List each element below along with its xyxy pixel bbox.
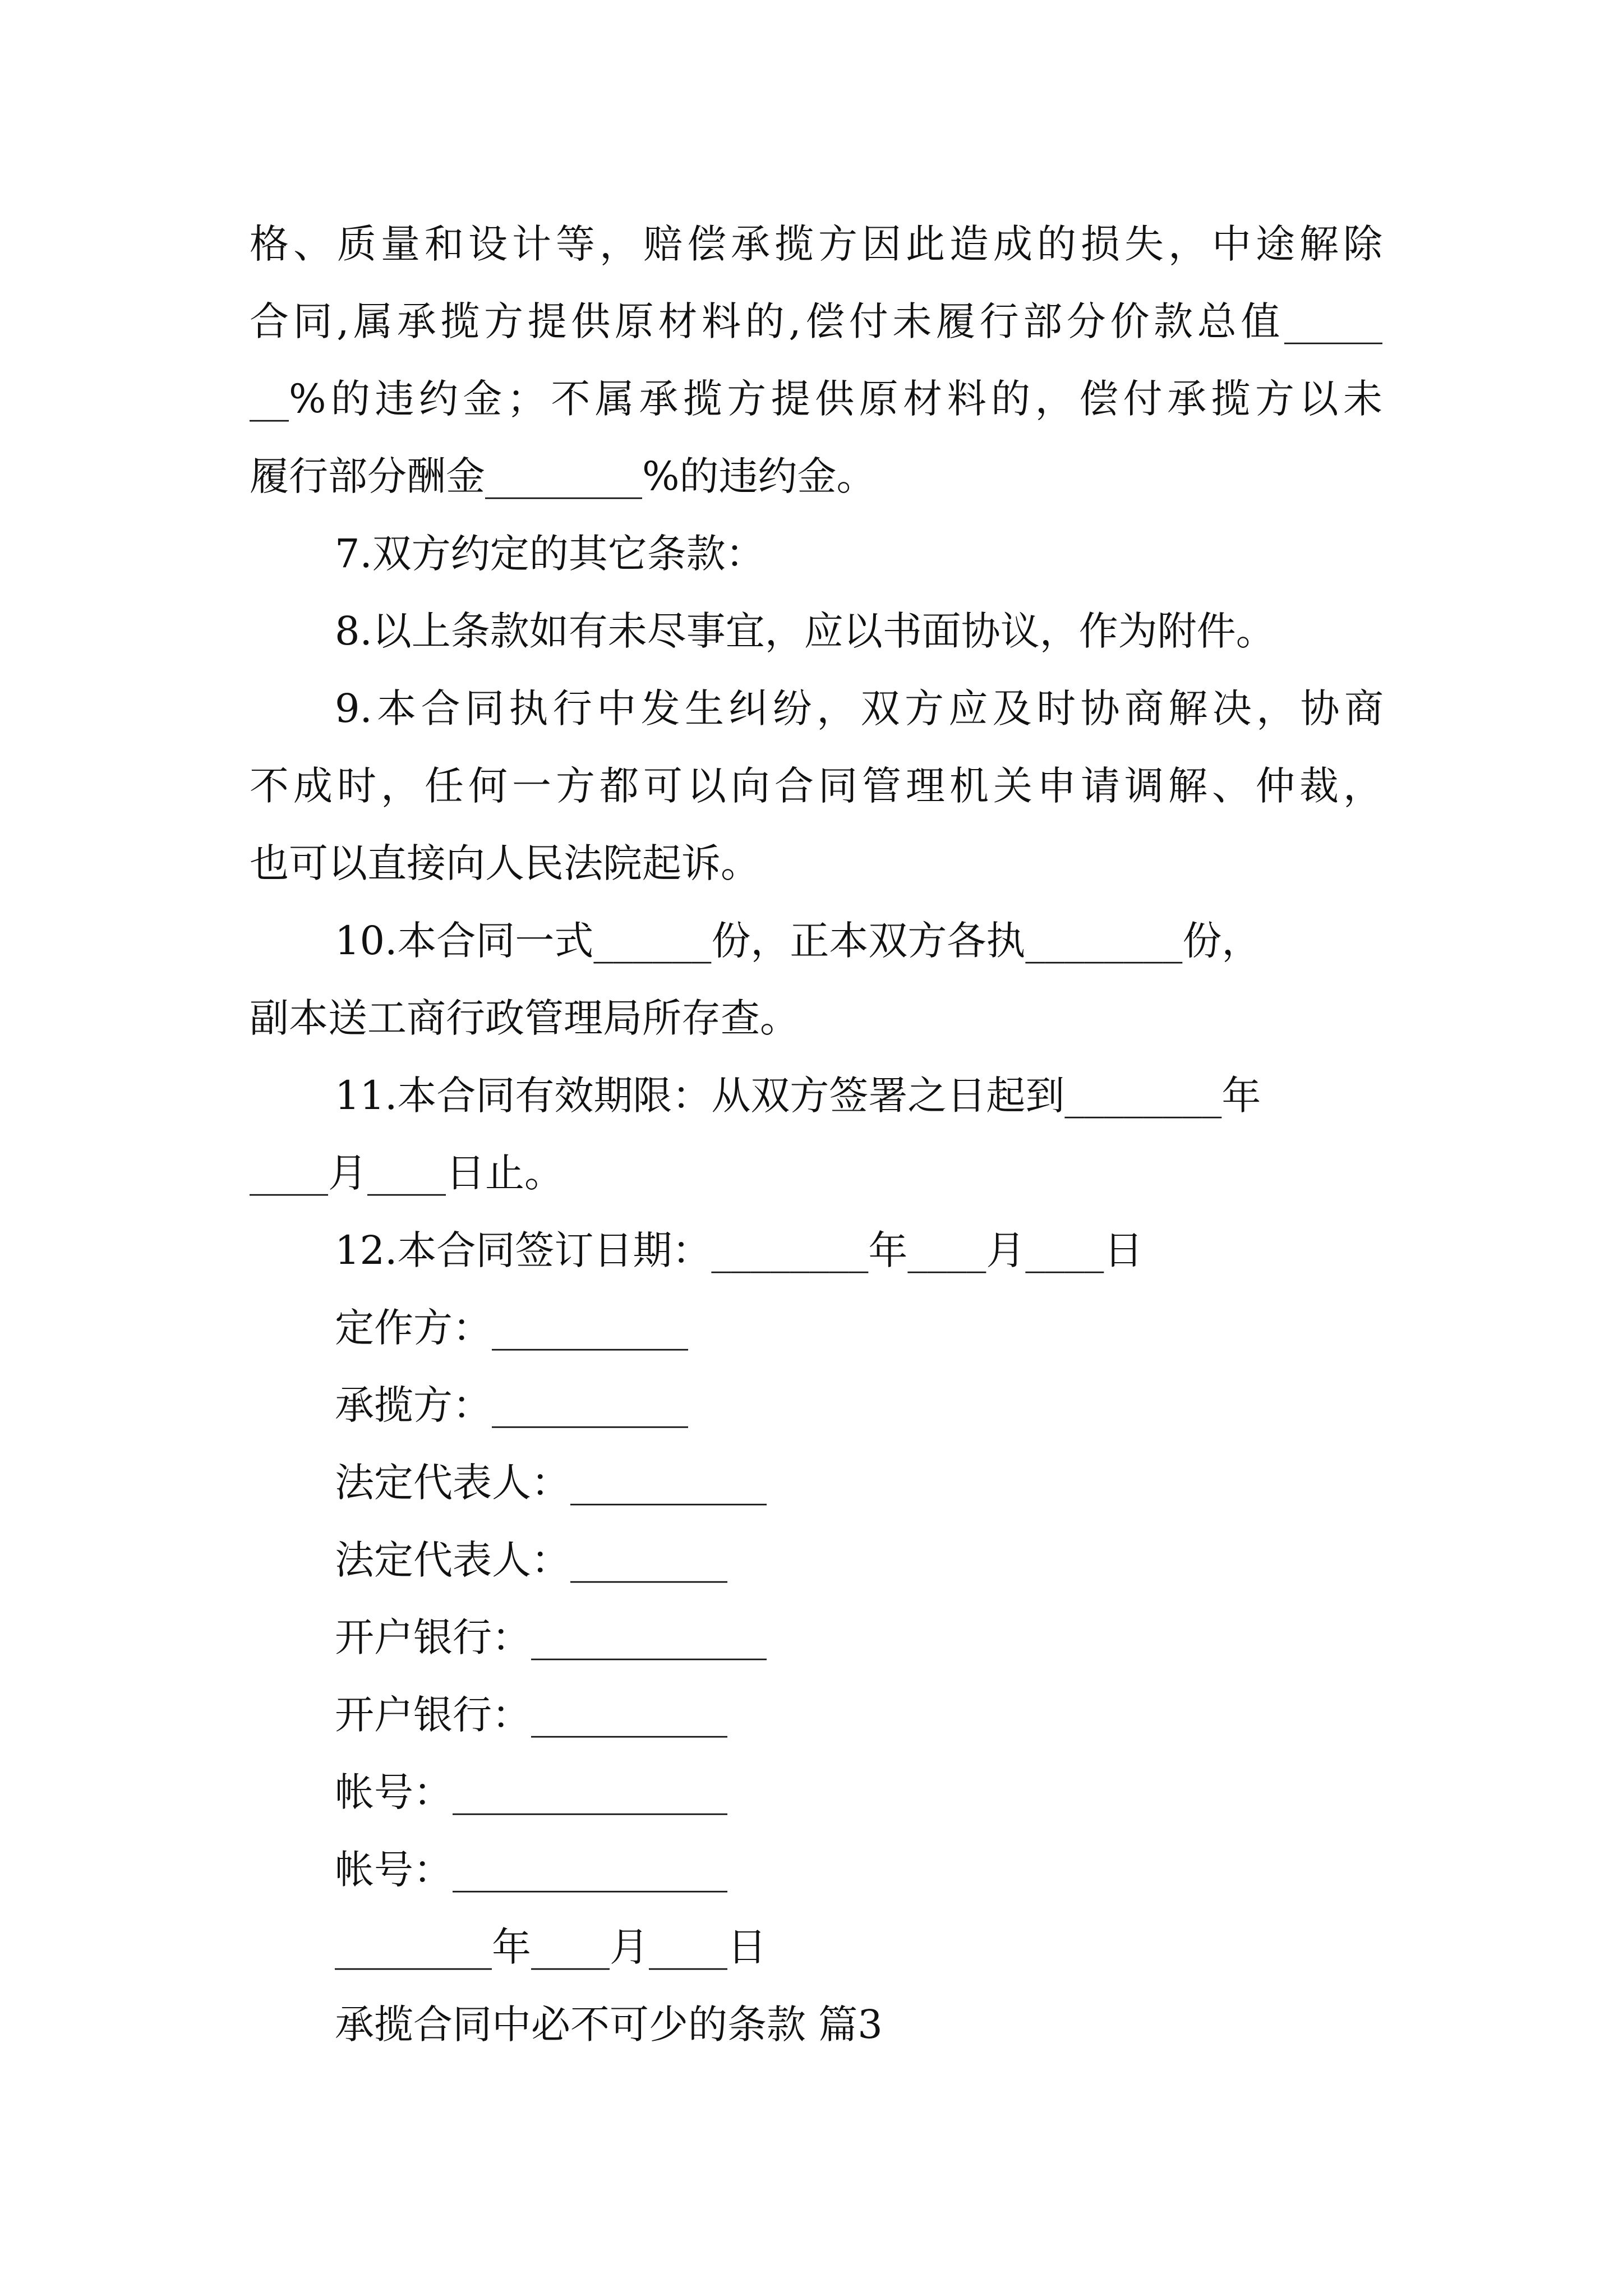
clause-10-line-1: 10.本合同一式______份，正本双方各执________份， [335,918,1261,964]
legal-representative-1: 法定代表人：__________ [335,1460,767,1506]
clause-12-signing-date: 12.本合同签订日期：________年____月____日 [335,1227,1144,1273]
clause-9-line-2: 不成时，任何一方都可以向合同管理机关申请调解、仲裁， [250,763,1382,809]
account-2: 帐号：______________ [335,1847,727,1893]
clause-10-line-2: 副本送工商行政管理局所存查。 [250,995,799,1041]
clause-11-line-1: 11.本合同有效期限：从双方签署之日起到________年 [335,1073,1261,1119]
account-1: 帐号：______________ [335,1769,727,1815]
clause-6-line-2: 合同,属承揽方提供原材料的,偿付未履行部分价款总值_____ [250,298,1382,344]
clause-6-line-1: 格、质量和设计等，赔偿承揽方因此造成的损失，中途解除 [250,221,1382,267]
clause-6-line-4: 履行部分酬金________%的违约金。 [250,453,876,499]
signature-ordering-party: 定作方：__________ [335,1305,688,1351]
clause-7: 7.双方约定的其它条款： [335,531,765,577]
clause-9-line-3: 也可以直接向人民法院起诉。 [250,840,760,886]
signature-contractor: 承揽方：__________ [335,1382,688,1428]
bank-2: 开户银行：__________ [335,1692,727,1738]
clause-9-line-1: 9.本合同执行中发生纠纷，双方应及时协商解决，协商 [335,685,1384,731]
legal-representative-2: 法定代表人：________ [335,1537,727,1583]
clause-11-line-2: ____月____日止。 [250,1150,564,1196]
clause-8: 8.以上条款如有未尽事宜，应以书面协议，作为附件。 [335,608,1275,654]
section-heading: 承揽合同中必不可少的条款 篇3 [335,2001,883,2047]
bank-1: 开户银行：____________ [335,1614,767,1660]
final-date: ________年____月____日 [335,1924,767,1970]
clause-6-line-3: __%的违约金；不属承揽方提供原材料的，偿付承揽方以未 [250,376,1382,422]
